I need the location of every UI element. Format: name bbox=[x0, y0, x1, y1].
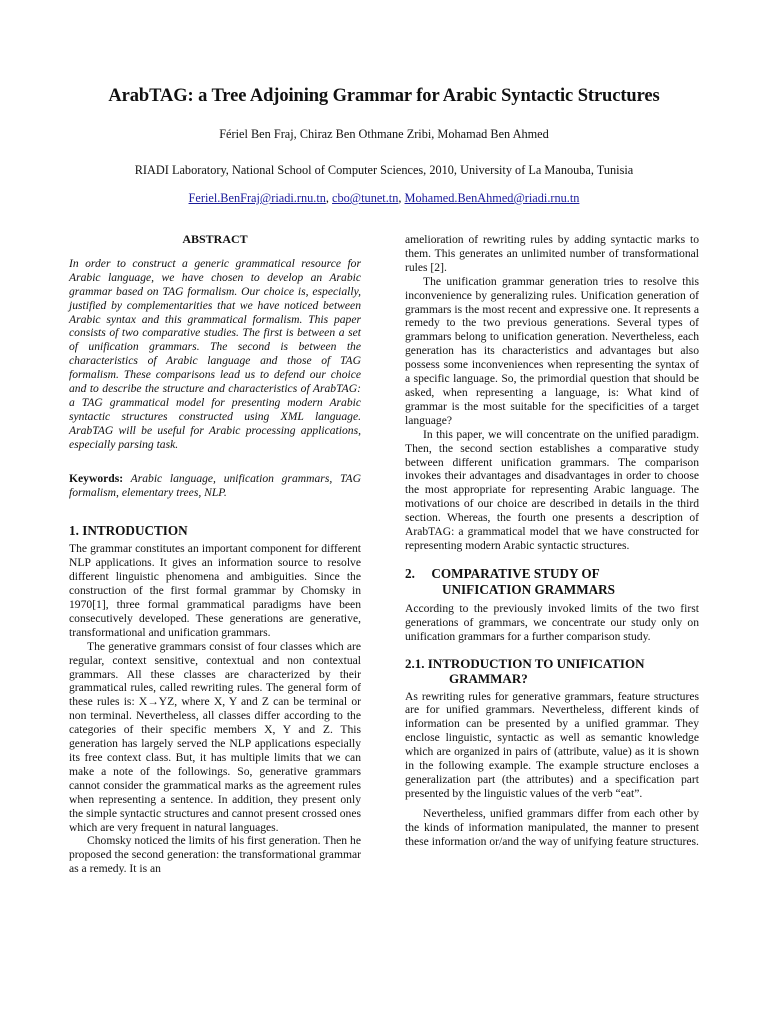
email-list bbox=[0, 191, 768, 206]
email-link[interactable]: Feriel.BenFraj@riadi.rnu.tn bbox=[188, 191, 326, 205]
section-number: 2. bbox=[405, 565, 415, 581]
section-heading-comparative-study bbox=[405, 566, 699, 598]
paragraph: The generative grammars consist of four classes which are regular, context sensitive, contextual and non contextual grammars. All these classes are characterized by their grammatical rules, called rewriting rules. The general form of these rules is: X→YZ, where X, Y and Z can be terminal or non terminal. Nevertheless, all classes differ according to the categories of their specific members X, Y and Z. This generation has largely served the NLP applications especially its free context class. But, it has multiple limits that we can make a note of the followings. So, generative grammars cannot consider the grammatical marks as the agreement rules when representing a sentence. In addition, they present only the simple syntactic structures and cannot present crossed ones which are very frequent in natural languages. bbox=[69, 639, 361, 834]
section-heading-introduction: 1. INTRODUCTION bbox=[69, 523, 188, 539]
abstract-heading: ABSTRACT bbox=[182, 232, 248, 246]
affiliation: RIADI Laboratory, National School of Computer Sciences, 2010, University of La Manouba, Tunisia bbox=[134, 163, 634, 177]
paragraph: Chomsky noticed the limits of his first generation. Then he proposed the second generation: the transformational grammar as a remedy. It is an bbox=[69, 834, 361, 876]
paragraph: According to the previously invoked limits of the two first generations of grammars, we concentrate our study only on unification grammars for a further comparison study. bbox=[405, 601, 699, 643]
subsection-title-line1: 2.1. INTRODUCTION TO UNIFICATION bbox=[405, 655, 645, 671]
paragraph: amelioration of rewriting rules by adding syntactic marks to them. This generates an unlimited number of transformational rules [2]. bbox=[405, 233, 699, 274]
author-list: Fériel Ben Fraj, Chiraz Ben Othmane Zribi, Mohamad Ben Ahmed bbox=[219, 127, 549, 141]
keywords-text: Arabic language, unification grammars, TAG formalism, elementary trees, NLP. bbox=[69, 471, 361, 499]
subsection-heading bbox=[405, 656, 699, 686]
keywords bbox=[69, 472, 361, 500]
section-title-line2: UNIFICATION GRAMMARS bbox=[442, 581, 616, 597]
abstract-text: In order to construct a generic grammatical resource for Arabic language, we have chosen to develop an Arabic grammar based on TAG formalism. Our choice is, especially, justified by complementarities that we have noticed between Arabic syntax and this grammatical formalism. This paper consists of two comparative studies. The first is between a set of unification grammars. The second is between the characteristics of Arabic language and those of TAG formalism. These comparisons lead us to defend our choice and to describe the structure and characteristics of ArabTAG: a TAG grammatical model for presenting modern Arabic syntactic structures constructed using XML language. ArabTAG will be useful for Arabic processing applications, especially parsing task. bbox=[69, 256, 361, 451]
email-separator: , bbox=[398, 191, 405, 205]
paper-title: ArabTAG: a Tree Adjoining Grammar for Arabic Syntactic Structures bbox=[108, 86, 660, 106]
right-column bbox=[405, 233, 699, 849]
left-column bbox=[69, 233, 361, 876]
paragraph: The unification grammar generation tries to resolve this inconvenience by generalizing rules. Unification generation of grammars is the most recent and expressive one. It represents a remedy to the two previous generations. Several types of grammars belong to unification generation. Nevertheless, each generation has its characteristics and advantages but also possess some inconveniences when representing the syntax of a specific language. So, the primordial question that should be asked, when representing a language, is: What kind of grammar is the most suitable for the specificities of a target language? bbox=[405, 274, 699, 427]
paragraph: In this paper, we will concentrate on the unified paradigm. Then, the second section establishes a comparative study between different unification grammars. The comparison invokes their advantages and disadvantages in order to choose the most appropriate for representing Arabic language. The motivations of our choice are described in details in the third section. Whereas, the fourth one presents a description of ArabTAG: a grammatical model that we have constructed for representing modern Arabic syntactic structures. bbox=[405, 427, 699, 552]
paragraph: As rewriting rules for generative grammars, feature structures are for unified grammars. Nevertheless, different kinds of information can be presented by a unified grammar. They enclose linguistic, syntactic as well as semantic knowledge which are organized in pairs of (attribute, value) as it is shown in the following example. The example structure encloses a generalization part (the attributes) and a specification part presented by the linguistic values of the verb “eat”. bbox=[405, 689, 699, 800]
paragraph: Nevertheless, unified grammars differ from each other by the kinds of information manipulated, the manner to present these information or/and the way of unifying feature structures. bbox=[405, 806, 699, 848]
email-link[interactable]: cbo@tunet.tn bbox=[332, 191, 399, 205]
keywords-label: Keywords: bbox=[69, 471, 124, 485]
email-separator: , bbox=[325, 191, 333, 205]
email-link[interactable]: Mohamed.BenAhmed@riadi.rnu.tn bbox=[404, 191, 580, 205]
section-title-line1: COMPARATIVE STUDY OF bbox=[431, 565, 600, 581]
subsection-title-line2: GRAMMAR? bbox=[449, 670, 528, 686]
paragraph: The grammar constitutes an important component for different NLP applications. It gives an information source to resolve different linguistic phenomena and ambiguities. Since the construction of the first formal grammar by Chomsky in 1970[1], three formal grammatical paradigms have been consecutively developed. These generations are generative, transformational and unification grammars. bbox=[69, 542, 361, 639]
